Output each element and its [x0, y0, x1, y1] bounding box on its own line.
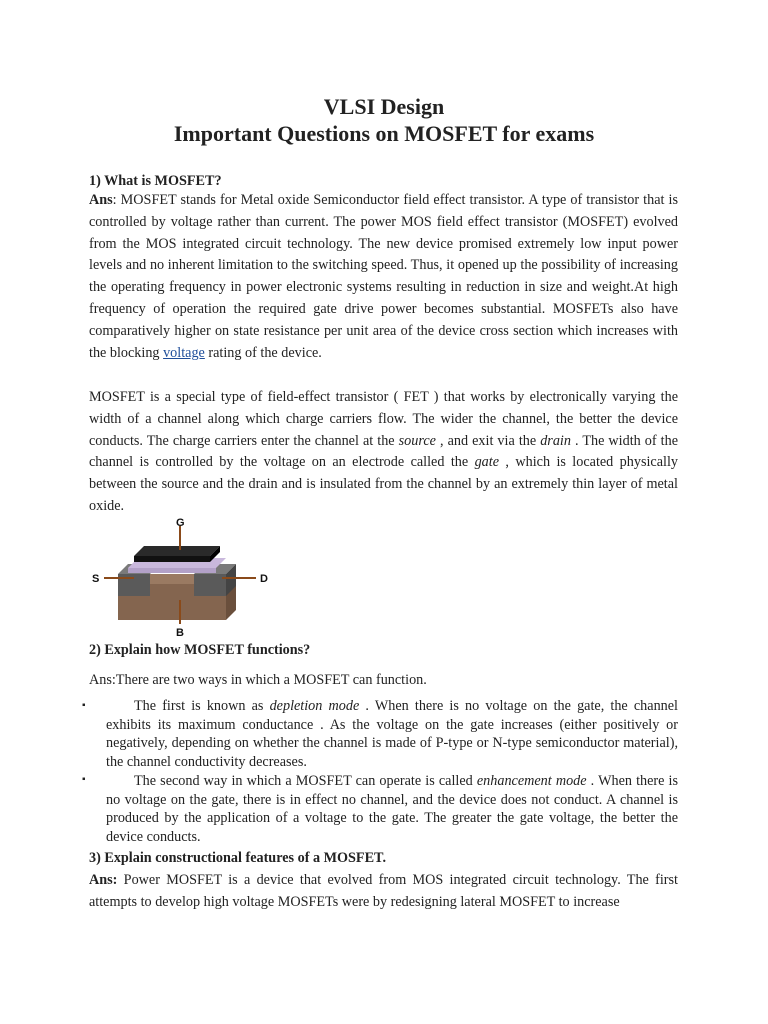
answer-1-text-end: rating of the device. — [204, 344, 322, 361]
answer-1-paragraph-2 — [89, 387, 678, 518]
question-3-heading: 3) Explain constructional features of a MOSFET. — [89, 850, 387, 866]
drain-well — [194, 574, 226, 596]
label-s: S — [92, 573, 100, 585]
document-subtitle: Important Questions on MOSFET for exams — [173, 121, 595, 146]
b2-text-b: . When there is no voltage on the gate, there is in effect no channel, and the device does not conduct. A channel is produced by the application of a voltage to the gate. The greater the gate voltage, the better the device conducts. — [106, 773, 679, 845]
mosfet-diagram — [88, 516, 274, 640]
label-d: D — [260, 573, 268, 585]
bullet-item-depletion — [106, 697, 678, 771]
oxide-front — [128, 568, 216, 573]
b2-text-a: The second way in which a MOSFET can operate is called — [134, 773, 477, 789]
term-gate: gate — [474, 454, 500, 471]
bullet-marker-2: ▪ — [82, 774, 86, 785]
bullet-marker-1: ▪ — [82, 700, 86, 711]
term-drain: drain — [540, 432, 571, 449]
b1-text-b: . When there is no voltage on the gate, the channel exhibits its maximum conductance . As the voltage on the gate increases (either positively or negatively, depending on whether the channel is made of P-type or N-type semiconductor material), the channel conductivity decreases. — [106, 698, 678, 770]
ans-label: Ans — [89, 192, 113, 208]
question-2-heading: 2) Explain how MOSFET functions? — [89, 642, 311, 658]
voltage-link[interactable]: voltage — [163, 344, 205, 361]
p2-text-a: MOSFET is a special type of field-effect transistor ( FET ) that works by electronically varying the width of a channel along which charge carriers flow. The wider the channel, the better the device conducts. The charge carriers enter the channel at the — [89, 389, 678, 449]
p2-text-b: , and exit via the — [435, 432, 541, 449]
answer-2-intro: Ans:There are two ways in which a MOSFET can function. — [89, 672, 427, 688]
ans-label-3: Ans: — [89, 872, 118, 888]
answer-3-text: Power MOSFET is a device that evolved from MOS integrated circuit technology. The first attempts to develop high voltage MOSFETs were by redesigning lateral MOSFET to increase — [89, 872, 678, 910]
b1-text-a: The first is known as — [134, 698, 270, 714]
answer-1-paragraph — [89, 190, 678, 364]
label-b: B — [176, 627, 184, 639]
term-depletion-mode: depletion mode — [269, 698, 360, 714]
question-1-heading: 1) What is MOSFET? — [89, 173, 222, 189]
gate-front — [134, 556, 210, 562]
p2-text-d: , which is located physically between the source and the drain and is insulated from the channel by an extremely thin layer of metal oxide. — [89, 454, 678, 514]
bullet-item-enhancement — [106, 772, 678, 846]
answer-3-paragraph — [89, 870, 678, 914]
label-g: G — [176, 517, 185, 529]
document-title: VLSI Design — [323, 94, 445, 119]
answer-1-text: : MOSFET stands for Metal oxide Semiconductor field effect transistor. A type of transistor that is controlled by voltage rather than current. The power MOS field effect transistor (MOSFET) evolved from the MOS integrated circuit technology. The new device promised extremely low input power levels and no inherent limitation to the switching speed. Thus, it opened up the possibility of increasing the operating frequency in power electronic systems resulting in reduction in size and weight.At high frequency of operation the required gate drive power becomes substantial. MOSFETs also have comparatively higher on state resistance per unit area of the device cross section which increases with the blocking — [89, 192, 678, 361]
gate-top — [134, 546, 220, 556]
p2-text-c: . The width of the channel is controlled by the voltage on an electrode called the — [89, 432, 678, 471]
term-enhancement-mode: enhancement mode — [476, 773, 587, 789]
term-source: source — [398, 432, 436, 449]
